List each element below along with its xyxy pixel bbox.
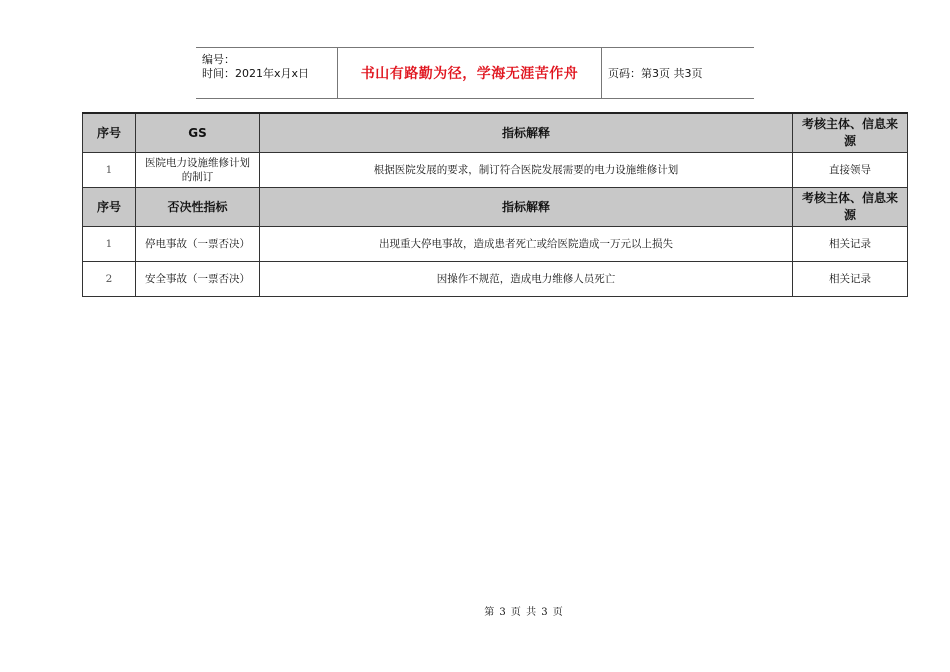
cell-explanation: 出现重大停电事故，造成患者死亡或给医院造成一万元以上损失 <box>260 227 793 262</box>
number-label: 编号： <box>202 53 235 66</box>
time-label: 时间：2021年x月x日 <box>202 67 310 80</box>
header-cell-seq: 序号 <box>83 188 136 227</box>
page-label: 页码：第3页 共3页 <box>608 67 703 80</box>
motto-text: 书山有路勤为径，学海无涯苦作舟 <box>360 66 579 82</box>
cell-assessor: 相关记录 <box>793 262 908 297</box>
cell-indicator: 停电事故（一票否决） <box>136 227 260 262</box>
header-meta-cell <box>196 48 338 98</box>
header-cell-explanation: 指标解释 <box>260 188 793 227</box>
cell-indicator: 医院电力设施维修计划的制订 <box>136 153 260 188</box>
table-row <box>83 227 908 262</box>
indicator-table <box>82 112 908 297</box>
cell-seq: 2 <box>83 262 136 297</box>
table-row <box>83 153 908 188</box>
header-cell-veto: 否决性指标 <box>136 188 260 227</box>
header-motto-cell <box>338 48 602 98</box>
header-cell-assessor: 考核主体、信息来源 <box>793 113 908 153</box>
header-cell-gs: GS <box>136 113 260 153</box>
header-cell-seq: 序号 <box>83 113 136 153</box>
cell-seq: 1 <box>83 227 136 262</box>
header-cell-assessor: 考核主体、信息来源 <box>793 188 908 227</box>
page-footer: 第 3 页 共 3 页 <box>484 607 564 618</box>
cell-explanation: 因操作不规范，造成电力维修人员死亡 <box>260 262 793 297</box>
document-header <box>196 47 754 99</box>
cell-assessor: 直接领导 <box>793 153 908 188</box>
header-page-cell <box>602 48 754 98</box>
table-header-row <box>83 113 908 153</box>
table-row <box>83 262 908 297</box>
cell-seq: 1 <box>83 153 136 188</box>
header-cell-explanation: 指标解释 <box>260 113 793 153</box>
cell-assessor: 相关记录 <box>793 227 908 262</box>
table-header-row <box>83 188 908 227</box>
cell-indicator: 安全事故（一票否决） <box>136 262 260 297</box>
cell-explanation: 根据医院发展的要求，制订符合医院发展需要的电力设施维修计划 <box>260 153 793 188</box>
